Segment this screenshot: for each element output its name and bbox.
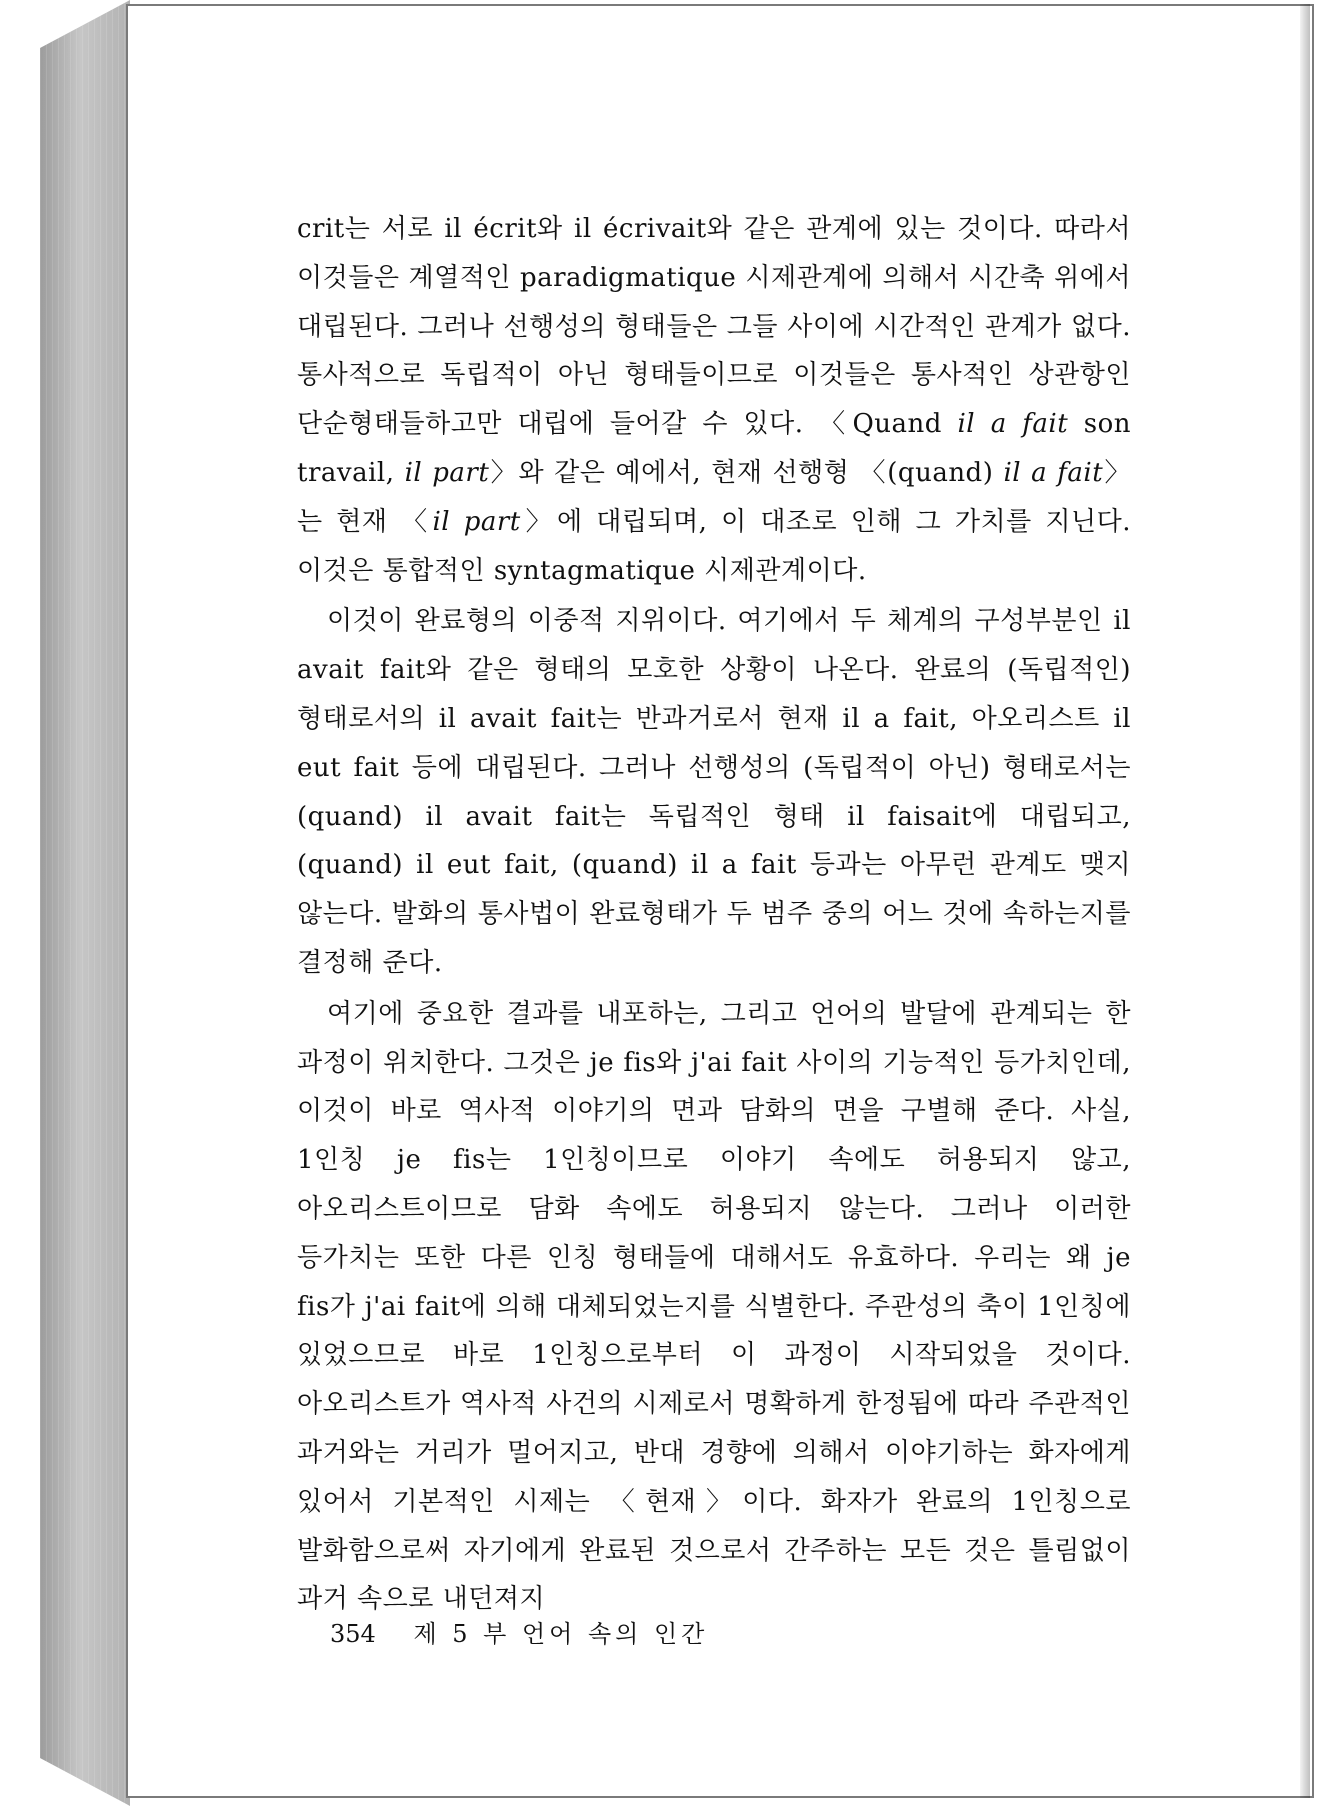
page-number: 354 bbox=[330, 1620, 376, 1648]
page-edge-shade bbox=[1300, 4, 1310, 1798]
body-text bbox=[297, 205, 1131, 1624]
paragraph-3: 여기에 중요한 결과를 내포하는, 그리고 언어의 발달에 관계되는 한 과정이 위치한다. 그것은 je fis와 j'ai fait 사이의 기능적인 등가치인데, 이것이 바로 역사적 이야기의 면과 담화의 면을 구별해 준다. 사실, 1인칭 je fis는 1인칭이므로 이야기 속에도 허용되지 않고, 아오리스트이므로 담화 속에도 허용되지 않는다. 그러나 이러한 등가치는 또한 다른 인칭 형태들에 대해서도 유효하다. 우리는 왜 je fis가 j'ai fait에 의해 대체되었는지를 식별한다. 주관성의 축이 1인칭에 있었으므로 바로 1인칭으로부터 이 과정이 시작되었을 것이다. 아오리스트가 역사적 사건의 시제로서 명확하게 한정됨에 따라 주관적인 과거와는 거리가 멀어지고, 반대 경향에 의해서 이야기하는 화자에게 있어서 기본적인 시제는 〈현재〉이다. 화자가 완료의 1인칭으로 발화함으로써 자기에게 완료된 것으로서 간주하는 모든 것은 틀림없이 과거 속으로 내던져지 bbox=[297, 998, 1131, 1615]
paragraph-1: crit는 서로 il écrit와 il écrivait와 같은 관계에 있는 것이다. 따라서 이것들은 계열적인 paradigmatique 시제관계에 의해서 시간축 위에서 대립된다. 그러나 선행성의 형태들은 그들 사이에 시간적인 관계가 없다. 통사적으로 독립적이 아닌 형태들이므로 이것들은 통사적인 상관항인 단순형태들하고만 대립에 들어갈 수 있다. 〈Quand il a fait son travail, il part〉와 같은 예에서, 현재 선행형 〈(quand) il a fait〉는 현재 〈il part〉에 대립되며, 이 대조로 인해 그 가치를 지닌다. 이것은 통합적인 syntagmatique 시제관계이다. bbox=[297, 214, 1131, 586]
page-footer bbox=[330, 1614, 708, 1649]
book-spine bbox=[40, 0, 130, 1806]
running-header: 제 5 부 언어 속의 인간 bbox=[413, 1620, 709, 1648]
paragraph-2: 이것이 완료형의 이중적 지위이다. 여기에서 두 체계의 구성부분인 il avait fait와 같은 형태의 모호한 상황이 나온다. 완료의 (독립적인) 형태로서의 il avait fait는 반과거로서 현재 il a fait, 아오리스트 il eut fait 등에 대립된다. 그러나 선행성의 (독립적이 아닌) 형태로서는 (quand) il avait fait는 독립적인 형태 il faisait에 대립되고, (quand) il eut fait, (quand) il a fait 등과는 아무런 관계도 맺지 않는다. 발화의 통사법이 완료형태가 두 범주 중의 어느 것에 속하는지를 결정해 준다. bbox=[297, 606, 1131, 978]
